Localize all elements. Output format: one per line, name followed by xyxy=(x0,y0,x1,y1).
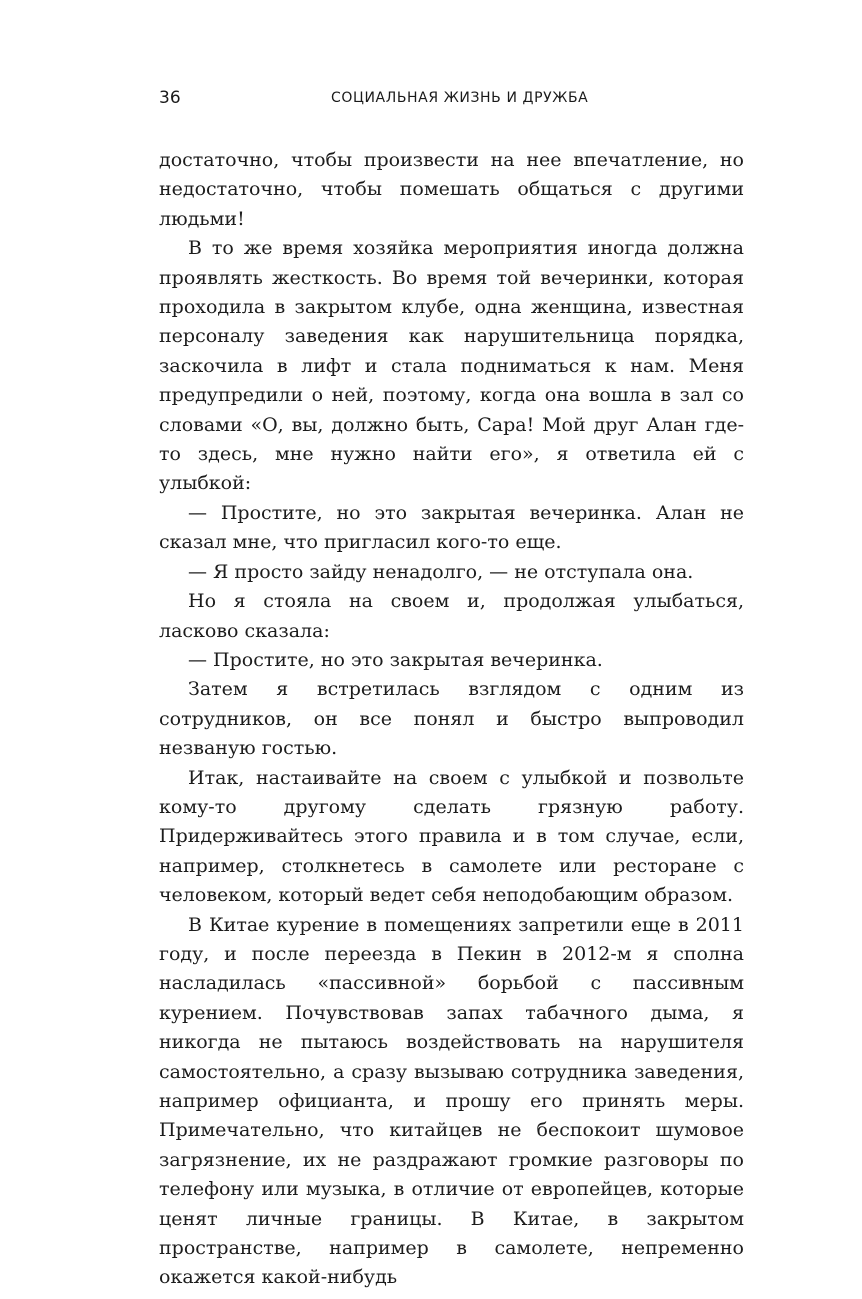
running-header xyxy=(159,88,744,116)
paragraph: достаточно, чтобы произвести на нее впечатление, но недостаточно, чтобы помешать общаться с другими людьми! xyxy=(159,149,744,230)
dialogue-line: — Я просто зайду ненадолго, — не отступала она. xyxy=(188,560,694,583)
paragraph: В то же время хозяйка мероприятия иногда должна проявлять жесткость. Во время той вечеринки, которая проходила в закрытом клубе, одна женщина, известная персоналу заведения как нарушительница порядка, заскочила в лифт и стала подниматься к нам. Меня предупредили о ней, поэтому, когда она вошла в зал со словами «О, вы, должно быть, Сара! Мой друг Алан где-то здесь, мне нужно найти его», я ответила ей с улыбкой: xyxy=(159,237,744,495)
page-number: 36 xyxy=(159,88,181,108)
body-text xyxy=(159,146,744,1293)
paragraph: Затем я встретилась взглядом с одним из сотрудников, он все понял и быстро выпроводил незваную гостью. xyxy=(159,678,744,760)
paragraph: В Китае курение в помещениях запретили еще в 2011 году, и после переезда в Пекин в 2012-м я сполна насладилась «пассивной» борьбой с пассивным курением. Почувствовав запах табачного дыма, я никогда не пытаюсь воздействовать на нарушителя самостоятельно, а сразу вызываю сотрудника заведения, например официанта, и прошу его принять меры. Примечательно, что китайцев не беспокоит шумовое загрязнение, их не раздражают громкие разговоры по телефону или музыка, в отличие от европейцев, которые ценят личные границы. В Китае, в закрытом пространстве, например в самолете, непременно окажется какой-нибудь xyxy=(159,913,744,1289)
paragraph: Но я стояла на своем и, продолжая улыбаться, ласково сказала: xyxy=(159,590,744,642)
chapter-title: СОЦИАЛЬНАЯ ЖИЗНЬ И ДРУЖБА xyxy=(331,90,589,106)
dialogue-line: — Простите, но это закрытая вечеринка. Алан не сказал мне, что пригласил кого-то еще. xyxy=(159,501,744,554)
paragraph: Итак, настаивайте на своем с улыбкой и позвольте кому-то другому сделать грязную работу. Придерживайтесь этого правила и в том случае, если, например, столкнетесь в самолете или ресторане с человеком, который ведет себя неподобающим образом. xyxy=(159,766,744,907)
dialogue-line: — Простите, но это закрытая вечеринка. xyxy=(188,648,603,671)
